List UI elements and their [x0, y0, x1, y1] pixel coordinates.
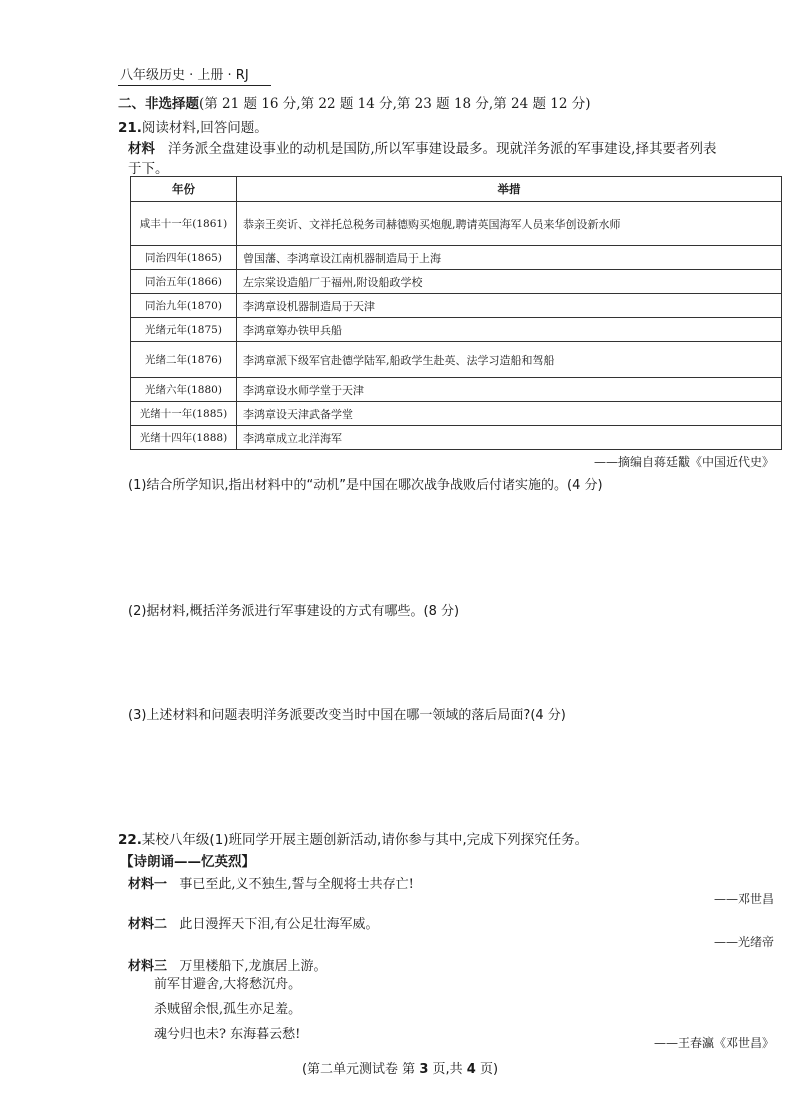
poem-line: 前军甘避舍,大将愁沉舟。	[154, 977, 302, 992]
row-measure: 恭亲王奕䜣、文祥托总税务司赫德购买炮舰,聘请英国海军人员来华创设新水师	[237, 202, 782, 246]
page-header: 八年级历史 · 上册 · RJ	[118, 64, 271, 86]
q22-material1	[128, 873, 414, 892]
table-header-measure: 举措	[237, 177, 782, 202]
q22-m1-text: 事已至此,义不独生,誓与全舰将士共存亡!	[179, 877, 414, 892]
q22-m2-label: 材料二	[128, 917, 168, 932]
row-measure: 李鸿章成立北洋海军	[237, 426, 782, 450]
q21-number: 21.	[118, 120, 142, 136]
row-measure: 李鸿章设机器制造局于天津	[237, 294, 782, 318]
q21-sub2: (2)据材料,概括洋务派进行军事建设的方式有哪些。(8 分)	[128, 604, 460, 619]
q22-material2	[128, 913, 379, 932]
table-row	[131, 202, 782, 246]
table-row	[131, 402, 782, 426]
table-row	[131, 378, 782, 402]
row-year: 同治五年(1866)	[131, 270, 237, 294]
row-year: 同治四年(1865)	[131, 246, 237, 270]
table-row	[131, 426, 782, 450]
q21-material-label: 材料	[128, 141, 155, 157]
section-heading	[118, 92, 591, 112]
section-title: 二、非选择题	[118, 96, 199, 112]
q21-sub1: (1)结合所学知识,指出材料中的“动机”是中国在哪次战争战败后付诸实施的。(4 分)	[128, 478, 603, 493]
q21-material-text: 洋务派全盘建设事业的动机是国防,所以军事建设最多。现就洋务派的军事建设,择其要者列表	[167, 141, 717, 157]
row-year: 光绪二年(1876)	[131, 342, 237, 378]
poem-line: 杀贼留余恨,孤生亦足羞。	[154, 1002, 302, 1017]
q22-m1-source: ——邓世昌	[713, 892, 774, 906]
q22-m3-line1: 万里楼船下,龙旗居上游。	[179, 959, 327, 974]
table-row	[131, 318, 782, 342]
row-year: 光绪十一年(1885)	[131, 402, 237, 426]
q22-number: 22.	[118, 832, 142, 848]
footer-prefix: (第二单元测试卷 第	[301, 1062, 420, 1077]
q22-m2-text: 此日漫挥天下泪,有公足壮海军威。	[179, 917, 379, 932]
table-header-row	[131, 177, 782, 202]
q21-prompt: 阅读材料,回答问题。	[141, 120, 268, 136]
q22-m3-source: ——王春瀛《邓世昌》	[653, 1036, 774, 1050]
row-measure: 李鸿章设天津武备学堂	[237, 402, 782, 426]
section-note: (第 21 题 16 分,第 22 题 14 分,第 23 题 18 分,第 24 题 12 分)	[199, 96, 591, 112]
q21-source: ——摘编自蒋廷黻《中国近代史》	[593, 455, 774, 469]
q21-material-line1	[128, 137, 716, 157]
table-row	[131, 270, 782, 294]
q21-material-line2: 于下。	[128, 161, 169, 177]
q22-m3-poem	[154, 972, 301, 1047]
footer-total-pages: 4	[466, 1062, 476, 1077]
row-measure: 李鸿章派下级军官赴德学陆军,船政学生赴英、法学习造船和驾船	[237, 342, 782, 378]
q22-task: 【诗朗诵——忆英烈】	[120, 854, 255, 870]
row-year: 光绪元年(1875)	[131, 318, 237, 342]
table-row	[131, 246, 782, 270]
q22-heading	[118, 828, 588, 848]
footer-suffix: 页)	[475, 1062, 499, 1077]
q22-prompt: 某校八年级(1)班同学开展主题创新活动,请你参与其中,完成下列探究任务。	[141, 832, 589, 848]
measures-table	[130, 176, 782, 450]
footer-page-number: 3	[419, 1062, 429, 1077]
row-year: 同治九年(1870)	[131, 294, 237, 318]
page-footer	[0, 1058, 800, 1077]
row-year: 光绪十四年(1888)	[131, 426, 237, 450]
row-measure: 曾国藩、李鸿章设江南机器制造局于上海	[237, 246, 782, 270]
table-header-year: 年份	[131, 177, 237, 202]
row-measure: 李鸿章筹办铁甲兵船	[237, 318, 782, 342]
q22-m1-label: 材料一	[128, 877, 168, 892]
q21-sub3: (3)上述材料和问题表明洋务派要改变当时中国在哪一领域的落后局面?(4 分)	[128, 708, 566, 723]
table-row	[131, 342, 782, 378]
footer-middle: 页,共	[428, 1062, 467, 1077]
table-row	[131, 294, 782, 318]
poem-line: 魂兮归也未? 东海暮云愁!	[154, 1027, 301, 1042]
q22-m3-label: 材料三	[128, 959, 168, 974]
q21-heading	[118, 116, 268, 136]
row-measure: 左宗棠设造船厂于福州,附设船政学校	[237, 270, 782, 294]
row-year: 咸丰十一年(1861)	[131, 202, 237, 246]
q22-m2-source: ——光绪帝	[713, 935, 774, 949]
row-year: 光绪六年(1880)	[131, 378, 237, 402]
row-measure: 李鸿章设水师学堂于天津	[237, 378, 782, 402]
